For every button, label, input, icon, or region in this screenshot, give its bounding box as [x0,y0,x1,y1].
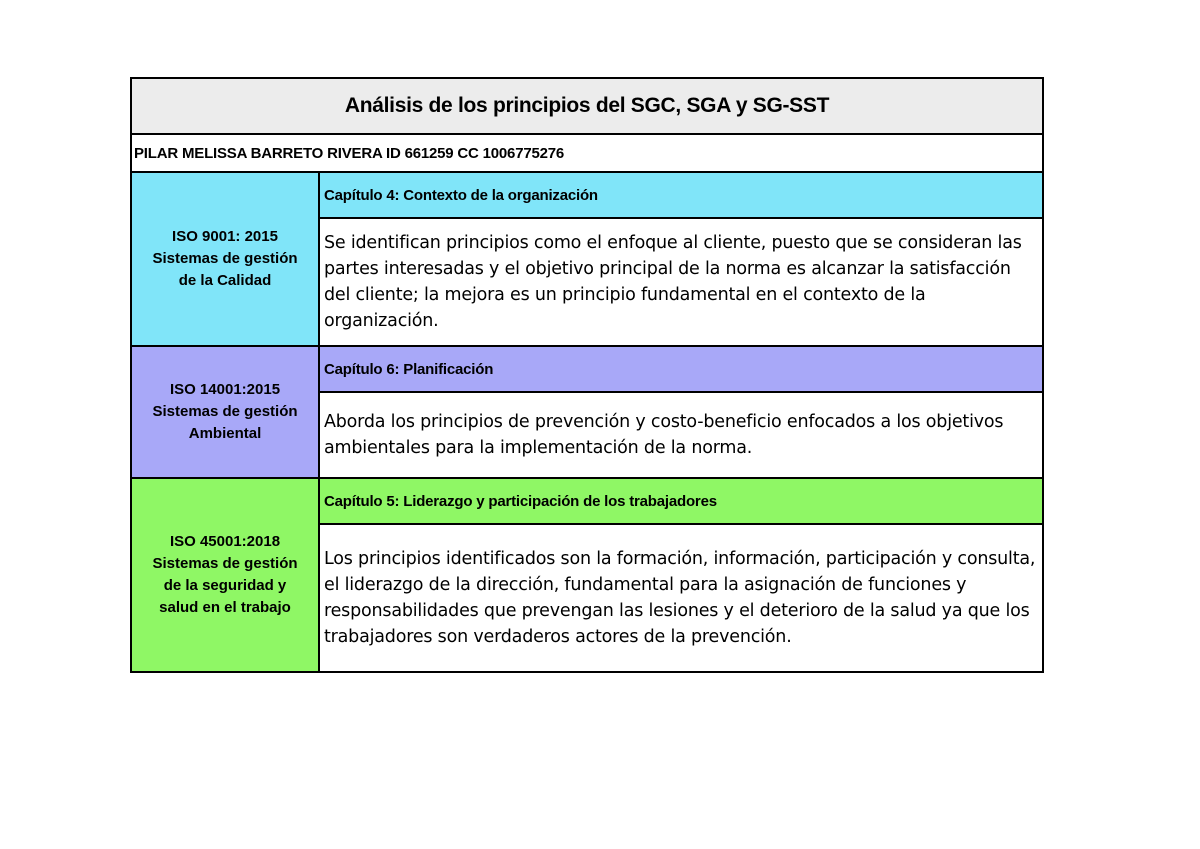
standard-system: Ambiental [188,425,262,442]
standard-name: ISO 45001:2018 [169,533,281,550]
standard-system: de la Calidad [178,272,272,289]
standard-system: Sistemas de gestión [152,403,298,420]
standard-cell-iso9001 [131,172,319,346]
standard-cell-iso14001 [131,346,319,478]
standard-system: Sistemas de gestión [152,250,298,267]
standard-system: salud en el trabajo [159,599,291,616]
chapter-heading: Capítulo 5: Liderazgo y participación de los trabajadores [319,478,1043,524]
chapter-heading: Capítulo 4: Contexto de la organización [319,172,1043,218]
section-description: Se identifican principios como el enfoque al cliente, puesto que se consideran las partes interesadas y el objetivo principal de la norma es alcanzar la satisfacción del cliente; la mejora es un principio fundamental en el contexto de la organización. [319,218,1043,346]
document-title: Análisis de los principios del SGC, SGA y SG-SST [131,78,1043,134]
standard-cell-iso45001 [131,478,319,672]
standard-name: ISO 9001: 2015 [172,228,278,245]
standard-name: ISO 14001:2015 [169,381,281,398]
chapter-heading: Capítulo 6: Planificación [319,346,1043,392]
author-line: PILAR MELISSA BARRETO RIVERA ID 661259 CC 1006775276 [131,134,1043,172]
section-description: Los principios identificados son la formación, información, participación y consulta, el liderazgo de la dirección, fundamental para la asignación de funciones y responsabilidades que prevengan las lesiones y el deterioro de la salud ya que los trabajadores son verdaderos actores de la prevención. [319,524,1043,672]
standard-system: de la seguridad y [163,577,287,594]
section-description: Aborda los principios de prevención y costo-beneficio enfocados a los objetivos ambientales para la implementación de la norma. [319,392,1043,478]
principles-table [130,77,1044,673]
standard-system: Sistemas de gestión [152,555,298,572]
